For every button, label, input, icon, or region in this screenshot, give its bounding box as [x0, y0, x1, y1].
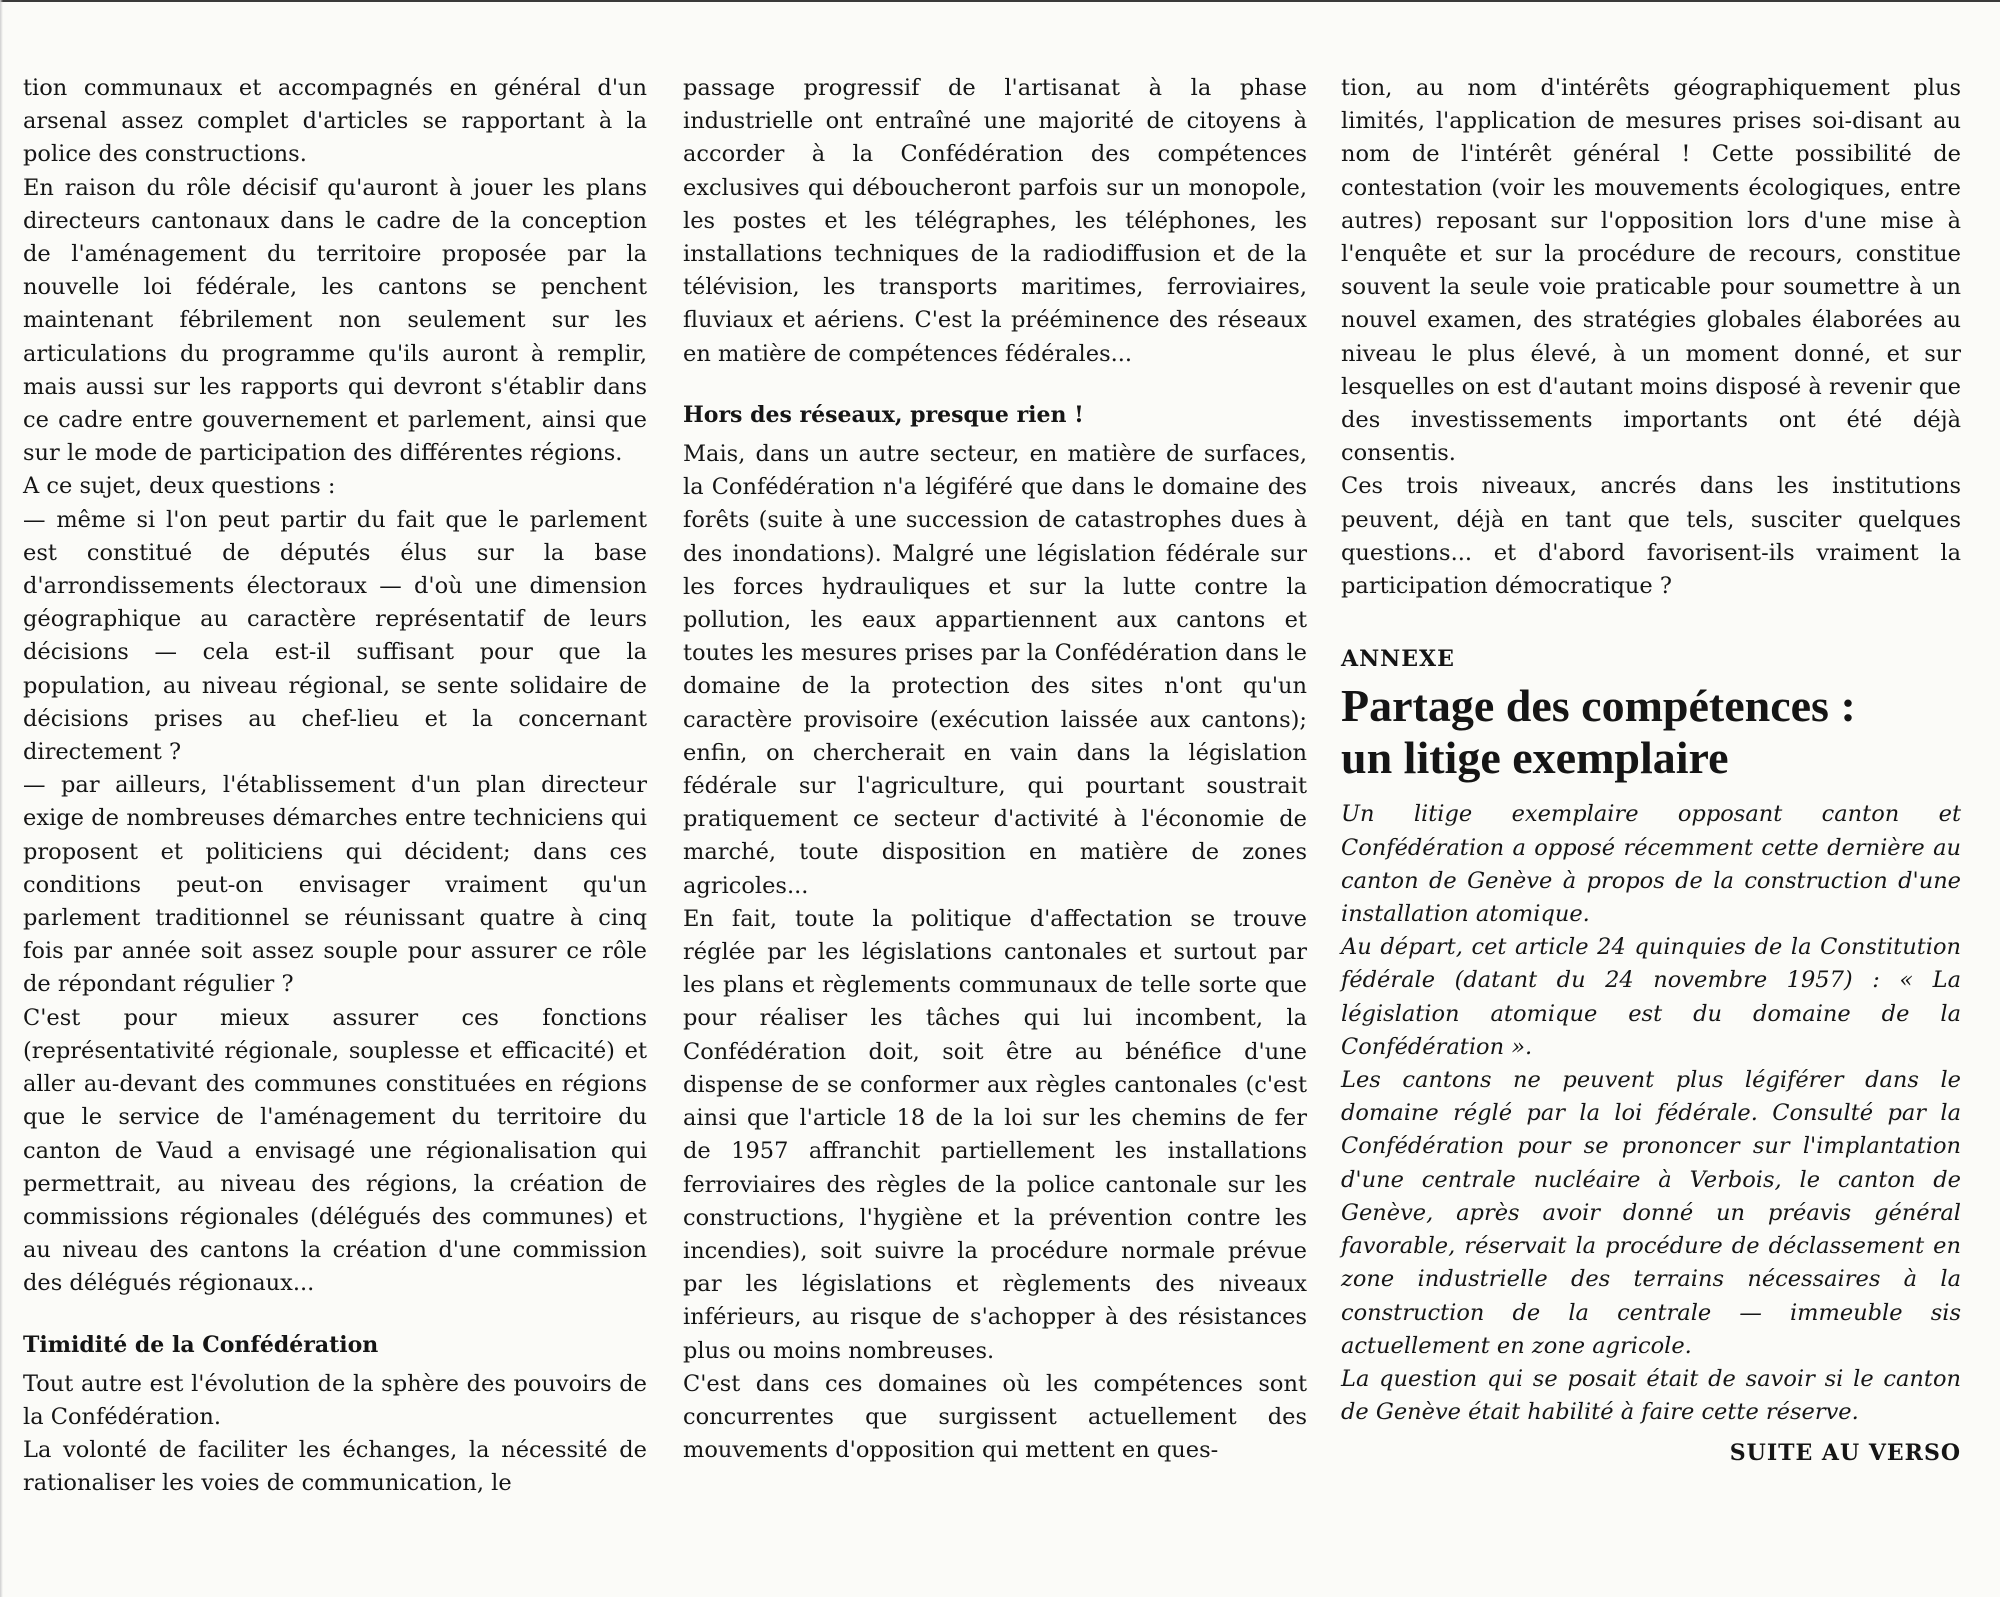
column-3	[1341, 72, 1961, 1471]
column-1	[23, 72, 647, 1501]
paragraph: — par ailleurs, l'établissement d'un plan directeur exige de nombreuses démarches entre techniciens qui proposent et politiciens qui décident; dans ces conditions peut-on envisager vraiment qu'un parlement traditionnel se réunissant quatre à cinq fois par année soit assez souple pour assurer ce rôle de répondant régulier ?	[23, 772, 647, 998]
annex-title-line-1: Partage des compétences :	[1341, 680, 1856, 732]
paragraph: passage progressif de l'artisanat à la phase industrielle ont entraîné une majorité de citoyens à accorder à la Confédération des compétences exclusives qui déboucheront parfois sur un monopole, les postes et les télégraphes, les téléphones, les installations techniques de la radiodiffusion et de la télévision, les transports maritimes, ferroviaires, fluviaux et aériens. C'est la prééminence des réseaux en matière de compétences fédérales...	[683, 75, 1307, 367]
paragraph: A ce sujet, deux questions :	[23, 473, 336, 500]
annex-label: ANNEXE	[1341, 646, 1455, 673]
paragraph: — même si l'on peut partir du fait que le parlement est constitué de députés élus sur la base d'arrondissements électoraux — d'où une dimension géographique au caractère représentatif de leurs décisions — cela est-il suffisant pour que la population, au niveau régional, se sente solidaire de décisions prises au chef-lieu et la concernant directement ?	[23, 506, 647, 766]
section-heading: Timidité de la Confédération	[23, 1331, 379, 1358]
paragraph: Ces trois niveaux, ancrés dans les institutions peuvent, déjà en tant que tels, susciter quelques questions... et d'abord favorisent-ils vraiment la participation démocratique ?	[1341, 473, 1961, 600]
paragraph: En fait, toute la politique d'affectation se trouve réglée par les législations cantonales et surtout par les plans et règlements communaux de telle sorte que pour réaliser les tâches qui lui incombent, la Confédération doit, soit être au bénéfice d'une dispense de se conformer aux règles cantonales (c'est ainsi que l'article 18 de la loi sur les chemins de fer de 1957 affranchit partiellement les installations ferroviaires des règles de la police cantonale sur les constructions, l'hygiène et la prévention contre les incendies), soit suivre la procédure normale prévue par les législations et règlements des niveaux inférieurs, au risque de s'achopper à des résistances plus ou moins nombreuses.	[683, 905, 1307, 1364]
scan-edge	[0, 0, 3, 1597]
paragraph: En raison du rôle décisif qu'auront à jouer les plans directeurs cantonaux dans le cadre de la conception de l'aménagement du territoire proposée par la nouvelle loi fédérale, les cantons se penchent maintenant fébrilement non seulement sur les articulations du programme qu'ils auront à remplir, mais aussi sur les rapports qui devront s'établir dans ce cadre entre gouvernement et parlement, ainsi que sur le mode de participation des différentes régions.	[23, 174, 647, 467]
continued-note: SUITE AU VERSO	[1729, 1440, 1961, 1467]
section-heading: Hors des réseaux, presque rien !	[683, 401, 1084, 428]
annex-paragraph: Les cantons ne peuvent plus légiférer dans le domaine réglé par la loi fédérale. Consulté par la Confédération pour se prononcer sur l'implantation d'une centrale nucléaire à Verbois, le canton de Genève, après avoir donné un préavis général favorable, réservait la procédure de déclassement en zone industrielle des terrains nécessaires à la construction de la centrale — immeuble sis actuellement en zone agricole.	[1341, 1067, 1961, 1359]
top-rule	[0, 0, 2000, 2]
paragraph: tion, au nom d'intérêts géographiquement plus limités, l'application de mesures prises soi-disant au nom de l'intérêt général ! Cette possibilité de contestation (voir les mouvements écologiques, entre autres) reposant sur l'opposition lors d'une mise à l'enquête et sur la procédure de recours, constitue souvent la seule voie praticable pour soumettre à un nouvel examen, des stratégies globales élaborées au niveau le plus élevé, à un moment donné, et sur lesquelles on est d'autant moins disposé à revenir que des investissements importants ont été déjà consentis.	[1341, 75, 1961, 467]
paragraph: Tout autre est l'évolution de la sphère des pouvoirs de la Confédération.	[23, 1370, 647, 1430]
annex-title	[1341, 680, 1961, 784]
column-2	[683, 72, 1307, 1467]
annex-paragraph: La question qui se posait était de savoir si le canton de Genève était habilité à faire cette réserve.	[1341, 1365, 1961, 1426]
paragraph: C'est pour mieux assurer ces fonctions (représentativité régionale, souplesse et efficacité) et aller au-devant des communes constituées en régions que le service de l'aménagement du territoire du canton de Vaud a envisagé une régionalisation qui permettrait, au niveau des régions, la création de commissions régionales (délégués des communes) et au niveau des cantons la création d'une commission des délégués régionaux...	[23, 1004, 647, 1297]
annex-paragraph: Au départ, cet article 24 quinquies de la Constitution fédérale (datant du 24 novembre 1957) : « La législation atomique est du domaine de la Confédération ».	[1341, 934, 1961, 1060]
annex-paragraph: Un litige exemplaire opposant canton et Confédération a opposé récemment cette dernière au canton de Genève à propos de la construction d'une installation atomique.	[1341, 801, 1961, 928]
paragraph: Mais, dans un autre secteur, en matière de surfaces, la Confédération n'a légiféré que dans le domaine des forêts (suite à une succession de catastrophes dues à des inondations). Malgré une législation fédérale sur les forces hydrauliques et sur la lutte contre la pollution, les eaux appartiennent aux cantons et toutes les mesures prises par la Confédération dans le domaine de la protection des sites n'ont qu'un caractère provisoire (exécution laissée aux cantons); enfin, on chercherait en vain dans la législation fédérale sur l'agriculture, qui pourtant soustrait pratiquement ce secteur d'activité à l'économie de marché, toute disposition en matière de zones agricoles...	[683, 441, 1307, 899]
paragraph: tion communaux et accompagnés en général d'un arsenal assez complet d'articles se rapportant à la police des constructions.	[23, 75, 647, 168]
paragraph: C'est dans ces domaines où les compétences sont concurrentes que surgissent actuellement des mouvements d'opposition qui mettent en ques-	[683, 1370, 1307, 1464]
annex-title-line-2: un litige exemplaire	[1341, 732, 1729, 784]
paragraph: La volonté de faciliter les échanges, la nécessité de rationaliser les voies de communication, le	[23, 1437, 647, 1497]
